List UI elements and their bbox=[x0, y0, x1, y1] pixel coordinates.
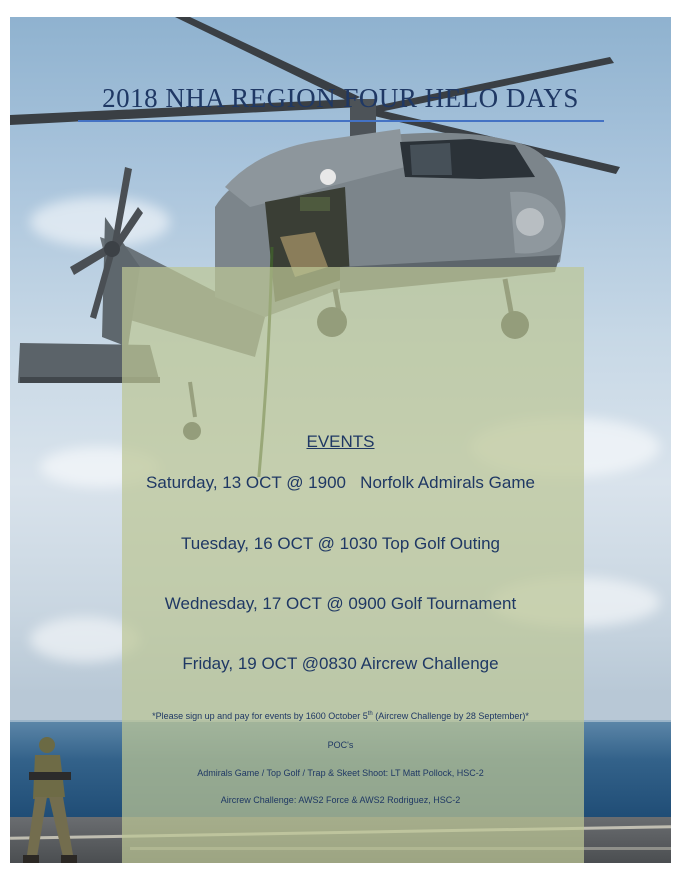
events-heading: EVENTS bbox=[306, 432, 375, 451]
signup-note-suffix: th bbox=[367, 711, 373, 717]
signup-note-text-end: (Aircrew Challenge by 28 September)* bbox=[372, 711, 529, 721]
signup-note bbox=[0, 711, 681, 721]
pocs-label: POC's bbox=[327, 740, 354, 750]
event-item: Saturday, 13 OCT @ 1900 Norfolk Admirals Game bbox=[146, 473, 535, 492]
signup-note-text: *Please sign up and pay for events by 1600 October 5 bbox=[152, 711, 368, 721]
poc-line: Aircrew Challenge: AWS2 Force & AWS2 Rodriguez, HSC-2 bbox=[220, 795, 461, 805]
poc-line: Admirals Game / Top Golf / Trap & Skeet Shoot: LT Matt Pollock, HSC-2 bbox=[197, 768, 484, 778]
event-item: Wednesday, 17 OCT @ 0900 Golf Tournament bbox=[164, 594, 517, 613]
title-underline bbox=[78, 120, 604, 122]
event-item: Friday, 19 OCT @0830 Aircrew Challenge bbox=[182, 654, 499, 673]
event-item: Tuesday, 16 OCT @ 1030 Top Golf Outing bbox=[180, 534, 501, 553]
page-title: 2018 NHA REGION FOUR HELO DAYS bbox=[102, 83, 579, 113]
